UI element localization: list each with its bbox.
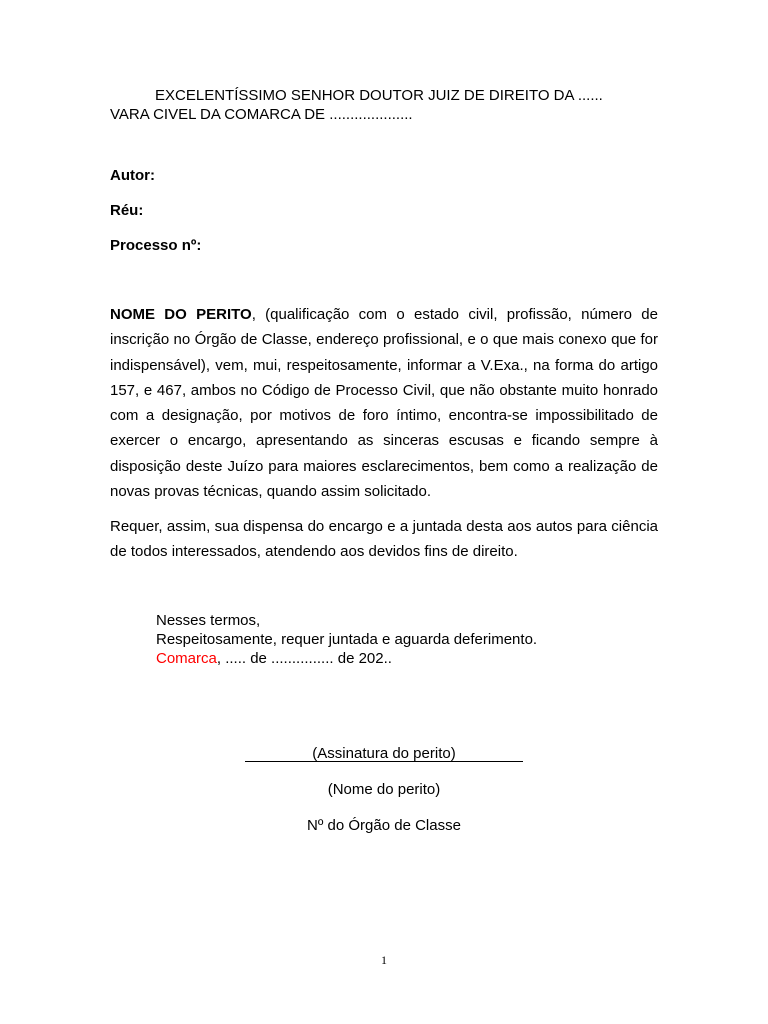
signature-label: (Assinatura do perito) [312, 745, 456, 762]
closing-block [156, 611, 537, 668]
reu-label: Réu: [110, 202, 144, 219]
registry-number: Nº do Órgão de Classe [307, 817, 461, 834]
paragraph-2-text: Requer, assim, sua dispensa do encargo e a juntada desta aos autos para ciência de todos interessados, atendendo aos devidos fins de direito. [110, 518, 658, 561]
body-paragraph-2 [110, 514, 658, 565]
perito-name: NOME DO PERITO [110, 306, 252, 323]
addressee-header [110, 86, 658, 124]
comarca-placeholder: Comarca [156, 650, 217, 667]
closing-line-1: Nesses termos, [156, 612, 261, 629]
body-paragraph-1 [110, 302, 658, 504]
paragraph-1-text: , (qualificação com o estado civil, profissão, número de inscrição no Órgão de Classe, endereço profissional, e o que mais conexo que for indispensável), vem, mui, respeitosamente, informar a V.Exa., na forma do artigo 157, e 467, ambos no Código de Processo Civil, que não obstante muito honrado com a designação, por motivos de foro íntimo, encontra-se impossibilitado de exercer o encargo, apresentando as sinceras escusas e ficando sempre à disposição deste Juízo para maiores esclarecimentos, bem como a realização de novas provas técnicas, quando assim solicitado. [110, 306, 658, 501]
signature-line [245, 761, 523, 762]
page-number: 1 [381, 953, 387, 967]
closing-line-2: Respeitosamente, requer juntada e aguarda deferimento. [156, 631, 538, 648]
processo-label: Processo nº: [110, 237, 202, 254]
autor-label: Autor: [110, 167, 155, 184]
header-line-2: VARA CIVEL DA COMARCA DE .................... [110, 106, 413, 123]
date-placeholder: , ..... de ............... de 202.. [216, 650, 392, 667]
expert-name: (Nome do perito) [327, 781, 441, 798]
header-line-1: EXCELENTÍSSIMO SENHOR DOUTOR JUIZ DE DIREITO DA ...... [155, 87, 603, 104]
closing-date-line [156, 649, 537, 668]
